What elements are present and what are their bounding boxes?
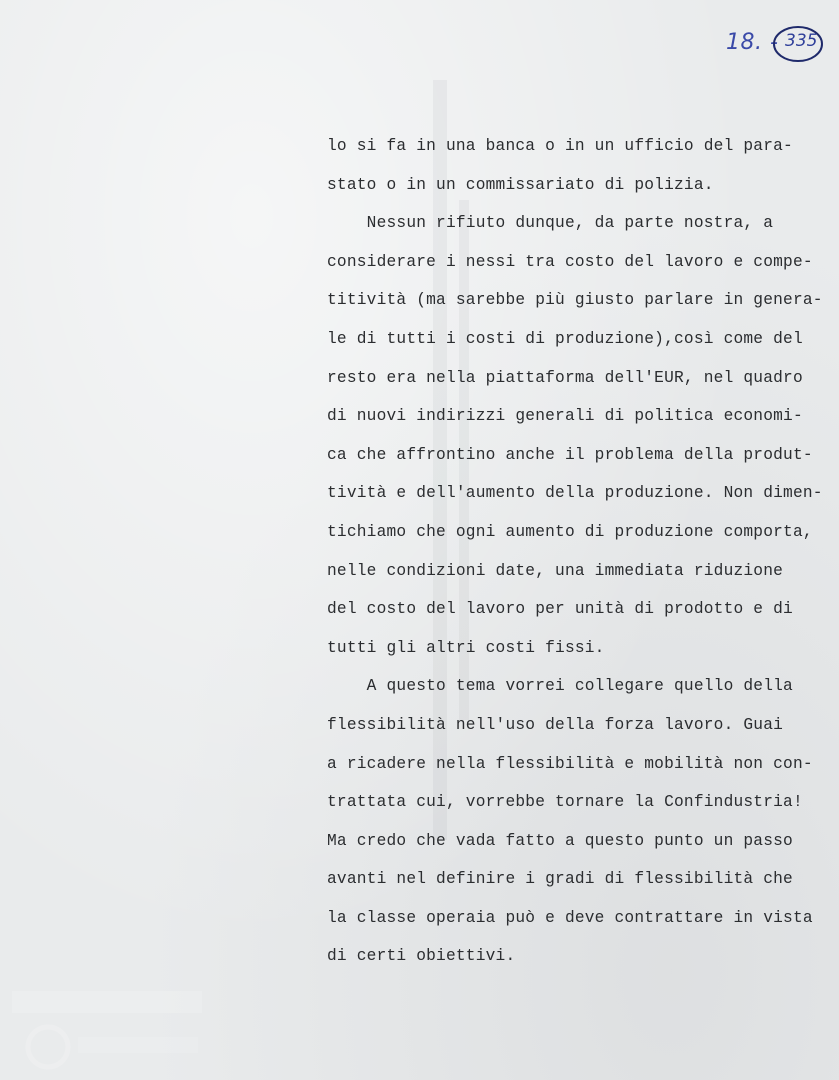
text-line: ca che affrontino anche il problema della produt- (327, 445, 813, 464)
text-line: a ricadere nella flessibilità e mobilità non con- (327, 754, 813, 773)
text-line: lo si fa in una banca o in un ufficio del para- (327, 137, 793, 155)
text-line: la classe operaia può e deve contrattare in vista (327, 908, 813, 927)
text-line: le di tutti i costi di produzione),così come del (327, 329, 803, 348)
text-line: considerare i nessi tra costo del lavoro e compe- (327, 252, 813, 271)
text-line: di nuovi indirizzi generali di politica economi- (327, 407, 803, 426)
text-line: flessibilità nell'uso della forza lavoro. Guai (327, 715, 784, 734)
text-line: tichiamo che ogni aumento di produzione comporta, (327, 522, 813, 541)
text-line: nelle condizioni date, una immediata riduzione (327, 561, 784, 580)
typewritten-text-body (327, 133, 827, 982)
text-line: A questo tema vorrei collegare quello della (327, 677, 793, 696)
text-line: Nessun rifiuto dunque, da parte nostra, a (327, 214, 774, 233)
text-line: Ma credo che vada fatto a questo punto un passo (327, 831, 793, 850)
text-line: del costo del lavoro per unità di prodotto e di (327, 600, 793, 619)
text-line: trattata cui, vorrebbe tornare la Confindustria! (327, 793, 803, 812)
text-line: tività e dell'aumento della produzione. Non dimen- (327, 484, 823, 503)
handwritten-page-number: 18. - (726, 30, 779, 55)
text-line: di certi obiettivi. (327, 947, 516, 966)
text-line: avanti nel definire i gradi di flessibilità che (327, 870, 793, 889)
archive-number: 335 (785, 31, 818, 51)
text-line: resto era nella piattaforma dell'EUR, nel quadro (327, 368, 803, 387)
text-line: titività (ma sarebbe più giusto parlare in genera- (327, 291, 823, 310)
text-line: stato o in un commissariato di polizia. (327, 175, 714, 194)
foundation-logo-watermark (0, 985, 220, 1080)
text-line: tutti gli altri costi fissi. (327, 638, 605, 657)
